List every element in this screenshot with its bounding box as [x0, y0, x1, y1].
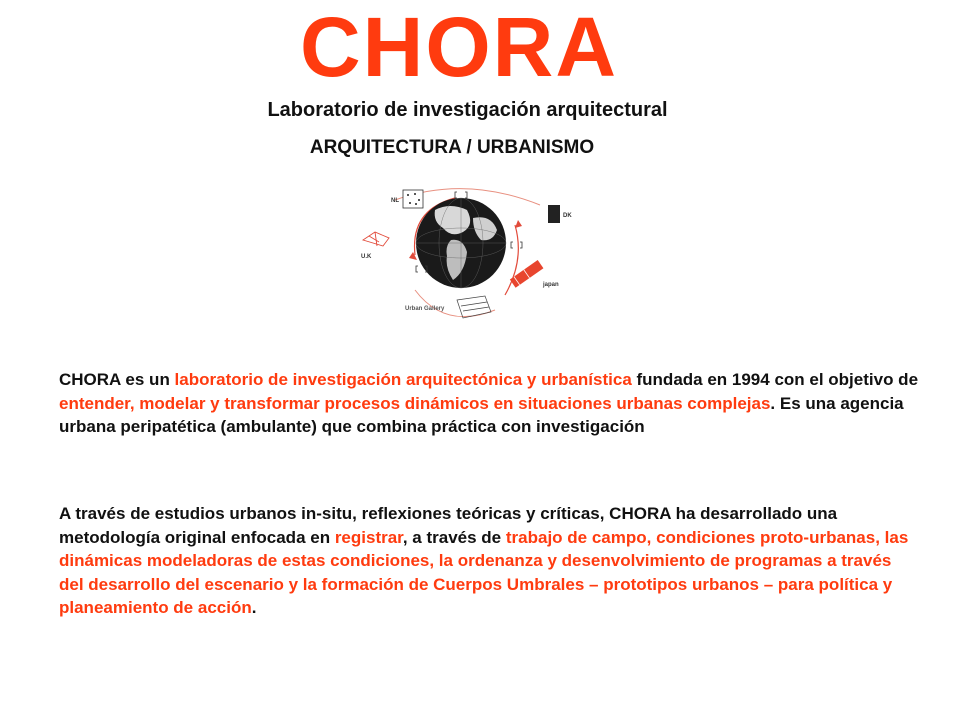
- body-text: fundada en 1994 con el objetivo de: [631, 370, 919, 389]
- body-text: .: [251, 598, 257, 617]
- label-nl: NL: [391, 198, 399, 204]
- highlighted-text: entender, modelar y transformar procesos dinámicos en situaciones urbanas complejas: [59, 393, 771, 413]
- title: CHORA: [300, 0, 618, 94]
- label-dk: DK: [563, 213, 572, 219]
- body-text: CHORA es un: [59, 370, 175, 389]
- intro-paragraph: [59, 368, 919, 439]
- highlighted-text: laboratorio de investigación arquitectónica y urbanística: [174, 370, 632, 389]
- section-heading: ARQUITECTURA / URBANISMO: [309, 137, 595, 158]
- body-text: . Es una agencia urbana peripatética (ambulante) que combina práctica con investigación: [59, 393, 904, 436]
- globe-diagram: [355, 180, 570, 340]
- highlighted-text: trabajo de campo, condiciones proto-urbanas, las dinámicas modeladoras de estas condiciones, la ordenanza y desenvolvimiento de programas a través del desarrollo del escenario y la formación de Cuerpos Umbrales – prototipos urbanos – para política y planeamiento de acción: [59, 527, 909, 617]
- subtitle: Laboratorio de investigación arquitectural: [267, 99, 668, 121]
- body-text: , a través de: [402, 527, 506, 547]
- label-japan: japan: [543, 282, 559, 288]
- body-text: A través de estudios urbanos in-situ, reflexiones teóricas y críticas, CHORA ha desarrollado una metodología original enfocada en: [59, 504, 838, 547]
- methodology-paragraph: [59, 502, 919, 620]
- label-uk: U.K: [361, 254, 372, 260]
- highlighted-text: registrar: [334, 527, 403, 547]
- label-urban-gallery: Urban Gallery: [405, 306, 445, 312]
